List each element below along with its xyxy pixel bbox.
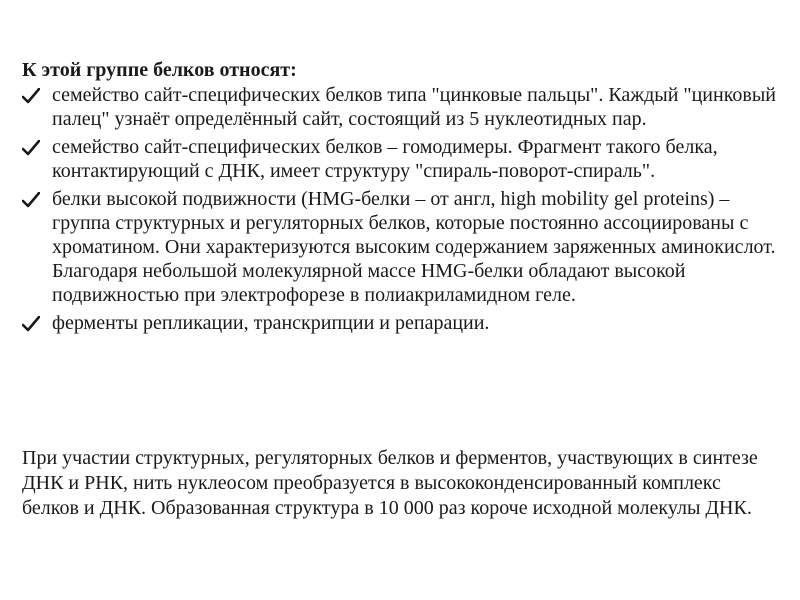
check-icon <box>22 88 40 104</box>
closing-paragraph: При участии структурных, регуляторных белков и ферментов, участвующих в синтезе ДНК и РНК, нить нуклеосом преобразуется в высококонденсированный комплекс белков и ДНК. Образованная структура в 10 000 раз короче исходной молекулы ДНК. <box>22 447 758 519</box>
heading: К этой группе белков относят: <box>22 59 297 81</box>
check-icon <box>22 140 40 156</box>
bullet-text: ферменты репликации, транскрипции и репарации. <box>52 312 490 334</box>
bullet-item <box>22 83 782 131</box>
bullet-text: белки высокой подвижности (HMG-белки – от англ, high mobility gel proteins) – группа структурных и регуляторных белков, которые постоянно ассоциированы с хроматином. Они характеризуются высоким содержанием заряженных аминокислот. Благодаря небольшой молекулярной массе HMG-белки обладают высокой подвижностью при электрофорезе в полиакриламидном геле. <box>52 188 776 306</box>
bullet-text: семейство сайт-специфических белков – гомодимеры. Фрагмент такого белка, контактирующий с ДНК, имеет структуру "спираль-поворот-спираль". <box>52 136 718 182</box>
check-icon <box>22 192 40 208</box>
bullet-item <box>22 187 782 307</box>
bullet-text: семейство сайт-специфических белков типа "цинковые пальцы". Каждый "цинковый палец" узнаёт определённый сайт, состоящий из 5 нуклеотидных пар. <box>52 84 776 130</box>
bullet-item <box>22 135 782 183</box>
check-icon <box>22 316 40 332</box>
bullet-list <box>22 83 782 339</box>
bullet-item <box>22 311 782 335</box>
